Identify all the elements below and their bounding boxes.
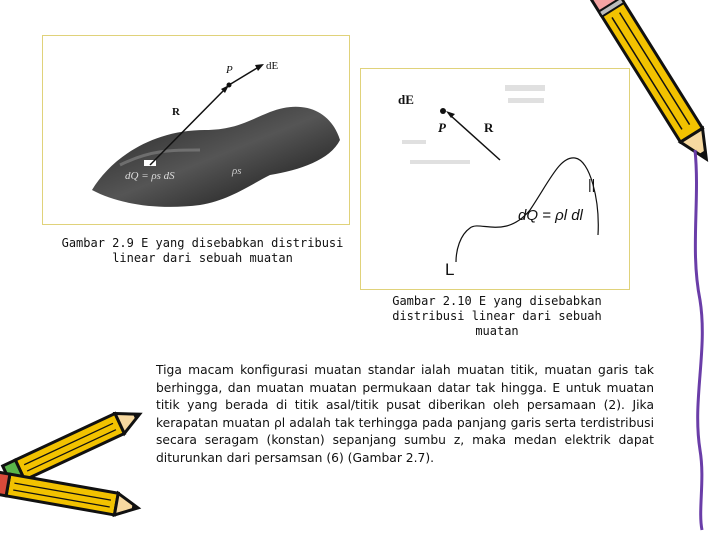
label-r: R	[172, 106, 180, 118]
label-p-right: P	[438, 120, 446, 135]
label-dq: dQ = ρs dS	[125, 170, 175, 182]
body-paragraph: Tiga macam konfigurasi muatan standar ialah muatan titik, muatan garis tak berhingga, dan muatan muatan permukaan datar tak hingga. E untuk muatan titik yang berada di titik asal/titik pusat diberikan oleh persamaan (2). Jika kerapatan muatan ρl adalah tak terhingga pada panjang garis serta terdistribusi secara seragam (konstan) sepanjang sumbu z, maka medan elektrik dapat diturunkan dari persamsan (6) (Gambar 2.7).	[156, 363, 654, 465]
label-de-right: dE	[398, 92, 414, 107]
figure-2-9-caption: Gambar 2.9 E yang disebabkan distribusi linear dari sebuah muatan	[61, 236, 344, 265]
label-rhos: ρs	[232, 165, 242, 177]
label-r-right: R	[484, 120, 494, 135]
figure-2-10-caption: Gambar 2.10 E yang disebabkan distribusi linear dari sebuah muatan	[392, 294, 602, 338]
label-line-l: L	[445, 260, 455, 279]
label-de: dE	[266, 60, 279, 72]
label-p: P	[226, 64, 233, 76]
label-dl-marker: ||	[588, 176, 596, 192]
label-dq-right: dQ = ρl dl	[518, 207, 583, 224]
